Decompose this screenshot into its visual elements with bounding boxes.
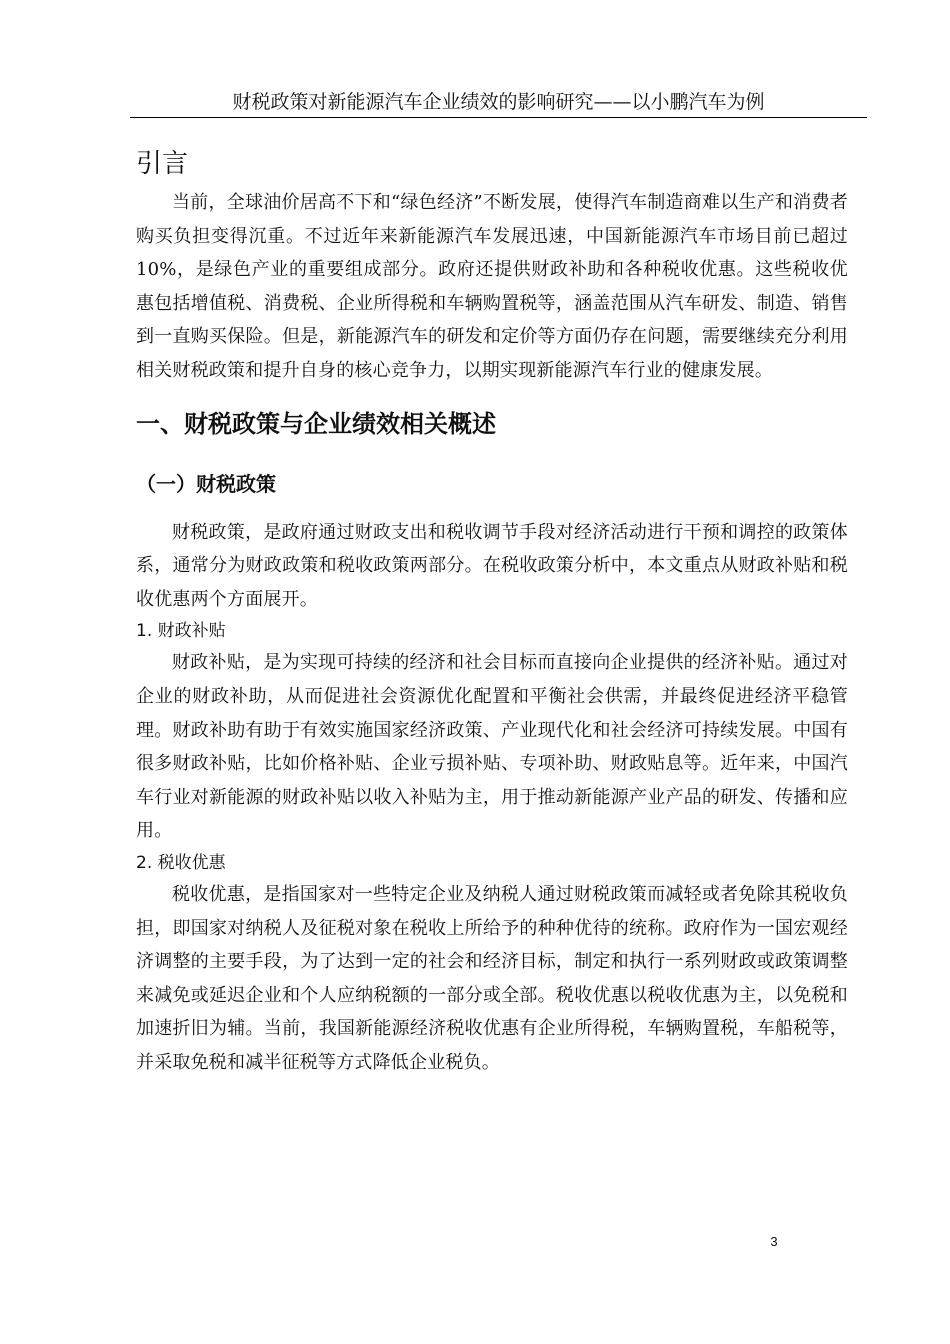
item-paragraph-tax-preference: 税收优惠，是指国家对一些特定企业及纳税人通过财税政策而减轻或者免除其税收负担，即国家对纳税人及征税对象在税收上所给予的种种优待的统称。政府作为一国宏观经济调整的主要手段，为了达到一定的社会和经济目标，制定和执行一系列财政或政策调整来减免或延迟企业和个人应纳税额的一部分或全部。税收优惠以税收优惠为主，以免税和加速折旧为辅。当前，我国新能源经济税收优惠有企业所得税，车辆购置税，车船税等，并采取免税和减半征税等方式降低企业税负。 xyxy=(136,883,848,1073)
running-header: 财税政策对新能源汽车企业绩效的影响研究——以小鹏汽车为例 xyxy=(232,91,765,113)
subsection-heading: （一）财税政策 xyxy=(136,471,276,496)
intro-heading: 引言 xyxy=(136,149,189,179)
item-heading-tax-preference: 2. 税收优惠 xyxy=(136,852,226,873)
page-body xyxy=(136,142,848,1079)
section-heading: 一、财税政策与企业绩效相关概述 xyxy=(136,409,496,438)
header-rule xyxy=(130,117,867,118)
intro-paragraph: 当前，全球油价居高不下和“绿色经济”不断发展，使得汽车制造商难以生产和消费者购买负担变得沉重。不过近年来新能源汽车发展迅速，中国新能源汽车市场目前已超过 10%，是绿色产业的重要组成部分。政府还提供财政补助和各种税收优惠。这些税收优惠包括增值税、消费税、企业所得税和车辆购置税等，涵盖范围从汽车研发、制造、销售到一直购买保险。但是，新能源汽车的研发和定价等方面仍存在问题，需要继续充分利用相关财税政策和提升自身的核心竞争力，以期实现新能源汽车行业的健康发展。 xyxy=(136,192,848,381)
page-number xyxy=(0,1234,780,1250)
item-heading-fiscal-subsidy: 1. 财政补贴 xyxy=(136,621,226,642)
page-number-value: 3 xyxy=(770,1234,778,1249)
item-paragraph-fiscal-subsidy: 财政补贴，是为实现可持续的经济和社会目标而直接向企业提供的经济补贴。通过对企业的财政补助，从而促进社会资源优化配置和平衡社会供需，并最终促进经济平稳管理。财政补助有助于有效实施国家经济政策、产业现代化和社会经济可持续发展。中国有很多财政补贴，比如价格补贴、企业亏损补贴、专项补助、财政贴息等。近年来，中国汽车行业对新能源的财政补贴以收入补贴为主，用于推动新能源产业产品的研发、传播和应用。 xyxy=(136,652,848,842)
subsection-paragraph: 财税政策，是政府通过财政支出和税收调节手段对经济活动进行干预和调控的政策体系，通常分为财政政策和税收政策两部分。在税收政策分析中，本文重点从财政补贴和税收优惠两个方面展开。 xyxy=(136,521,848,610)
